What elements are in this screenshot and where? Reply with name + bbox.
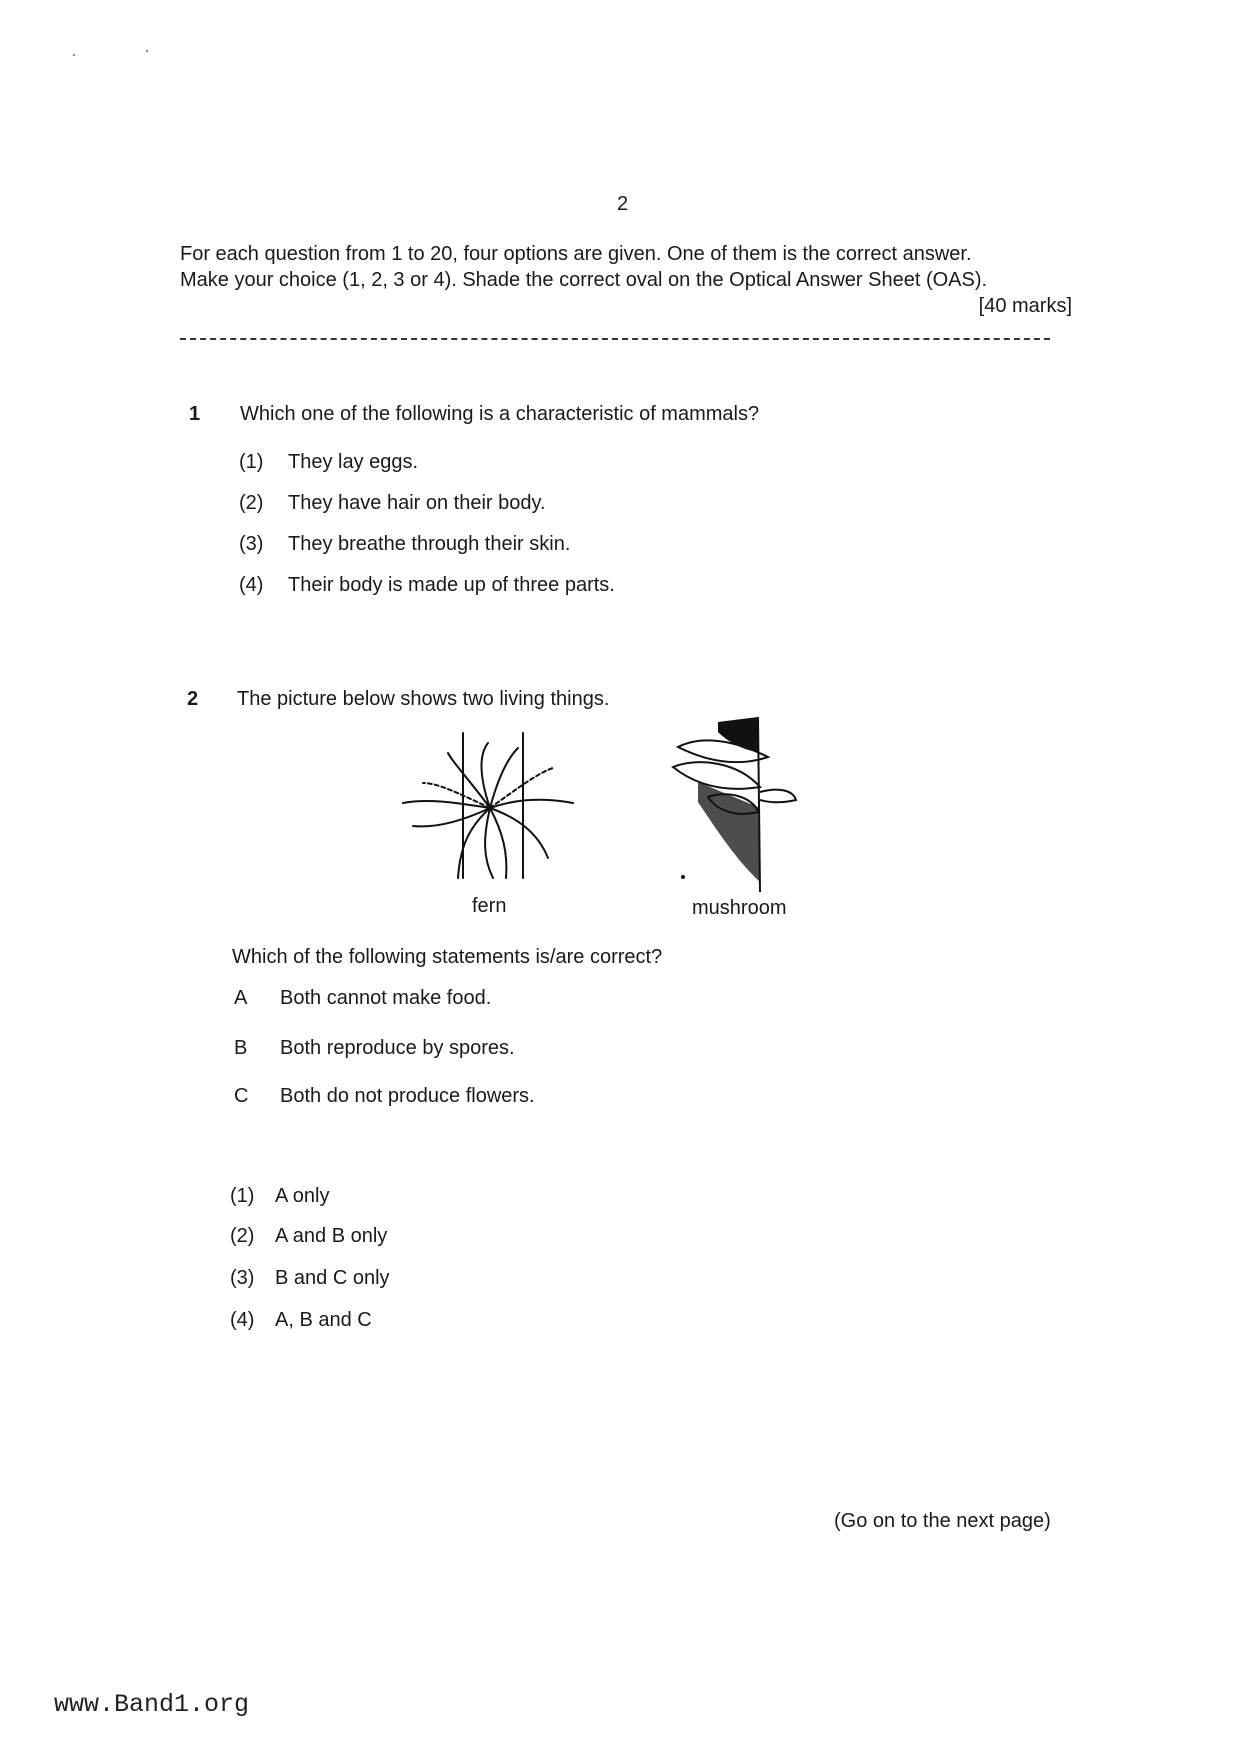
option-text: A only (275, 1185, 330, 1207)
scan-speck (73, 54, 75, 56)
section-divider (180, 338, 1050, 340)
option-text: A, B and C (275, 1309, 372, 1331)
page-number: 2 (617, 193, 629, 215)
option-text: They breathe through their skin. (288, 533, 571, 555)
watermark: www.Band1.org (54, 1690, 250, 1719)
mushroom-illustration (668, 712, 803, 897)
scan-speck (146, 50, 148, 52)
option-label: (4) (230, 1309, 255, 1331)
figure-label-fern: fern (472, 895, 507, 917)
fern-illustration (398, 728, 580, 888)
figure-label-mushroom: mushroom (692, 897, 787, 919)
instructions-line-2: Make your choice (1, 2, 3 or 4). Shade the correct oval on the Optical Answer Sheet (OAS). (180, 269, 988, 291)
option-text: Their body is made up of three parts. (288, 574, 615, 596)
option-label: (2) (239, 492, 264, 514)
option-label: (2) (230, 1225, 255, 1247)
question-text: Which one of the following is a characteristic of mammals? (240, 403, 760, 425)
question-number: 2 (187, 688, 199, 710)
question-prompt: Which of the following statements is/are correct? (232, 946, 663, 968)
option-label: (4) (239, 574, 264, 596)
option-text: They lay eggs. (288, 451, 419, 473)
next-page-note: (Go on to the next page) (834, 1510, 1051, 1532)
option-label: (1) (230, 1185, 255, 1207)
statement-letter: C (234, 1085, 249, 1107)
option-label: (1) (239, 451, 264, 473)
statement-letter: A (234, 987, 248, 1009)
statement-text: Both reproduce by spores. (280, 1037, 515, 1059)
question-number: 1 (189, 403, 201, 425)
option-text: They have hair on their body. (288, 492, 546, 514)
question-text: The picture below shows two living things. (237, 688, 610, 710)
option-label: (3) (230, 1267, 255, 1289)
option-text: A and B only (275, 1225, 388, 1247)
statement-text: Both cannot make food. (280, 987, 492, 1009)
statement-letter: B (234, 1037, 248, 1059)
statement-text: Both do not produce flowers. (280, 1085, 535, 1107)
option-text: B and C only (275, 1267, 390, 1289)
instructions-line-1: For each question from 1 to 20, four options are given. One of them is the correct answer. (180, 243, 972, 265)
total-marks: [40 marks] (978, 295, 1072, 317)
option-label: (3) (239, 533, 264, 555)
